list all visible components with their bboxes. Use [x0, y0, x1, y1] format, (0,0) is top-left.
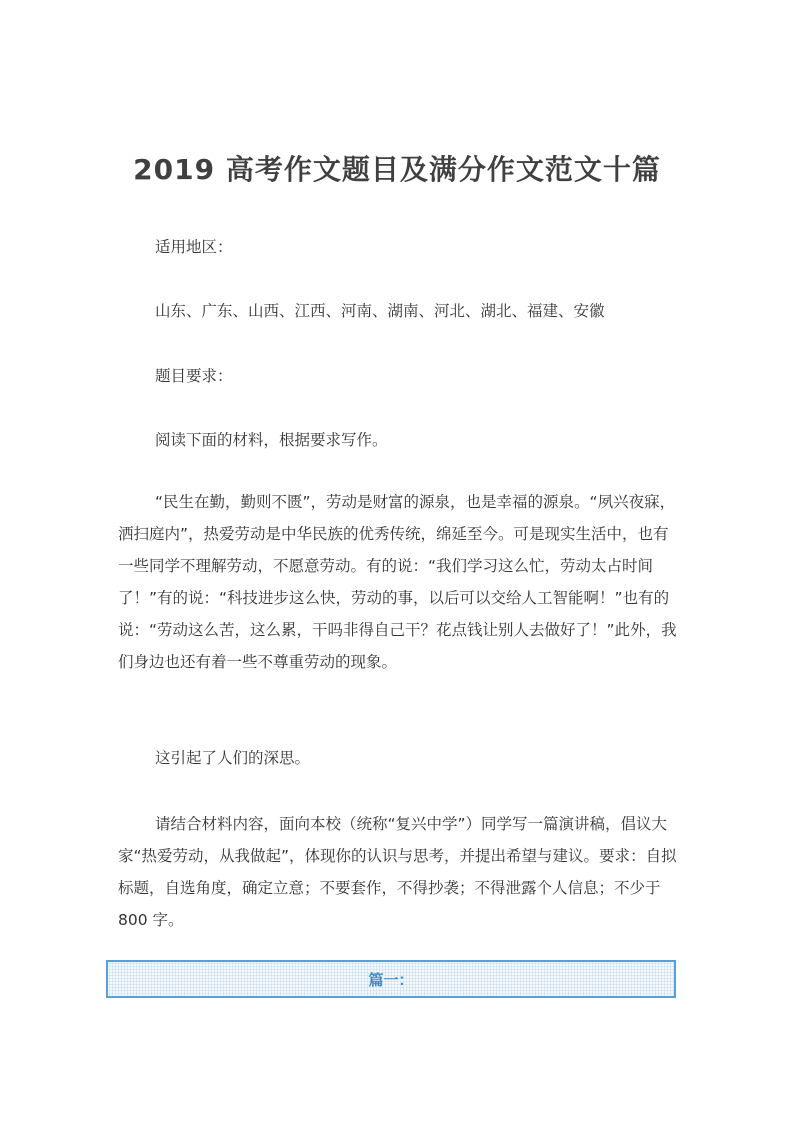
requirement-label: 题目要求：: [155, 367, 233, 385]
reflection-text: 这引起了人们的深思。: [155, 749, 311, 767]
document-title: 2019 高考作文题目及满分作文范文十篇: [133, 153, 661, 186]
section-heading: 篇一：: [368, 970, 414, 989]
material-paragraph: “民生在勤，勤则不匮”，劳动是财富的源泉，也是幸福的源泉。“夙兴夜寐，洒扫庭内”，热爱劳动是中华民族的优秀传统，绵延至今。可是现实生活中，也有一些同学不理解劳动，不愿意劳动。有的说：“我们学习这么忙，劳动太占时间了！”有的说：“科技进步这么快，劳动的事，以后可以交给人工智能啊！”也有的说：“劳动这么苦，这么累，干吗非得自己干？花点钱让别人去做好了！”此外，我们身边也还有着一些不尊重劳动的现象。: [118, 493, 677, 671]
task-paragraph: 请结合材料内容，面向本校（统称“复兴中学”）同学写一篇演讲稿，倡议大家“热爱劳动，从我做起”，体现你的认识与思考，并提出希望与建议。要求：自拟标题，自选角度，确定立意；不要套作，不得抄袭；不得泄露个人信息；不少于 800 字。: [118, 815, 677, 929]
region-label: 适用地区：: [155, 238, 233, 256]
section-heading-box: [106, 960, 676, 998]
region-list: 山东、广东、山西、江西、河南、湖南、河北、湖北、福建、安徽: [155, 302, 605, 320]
instruction-text: 阅读下面的材料，根据要求写作。: [155, 431, 388, 449]
